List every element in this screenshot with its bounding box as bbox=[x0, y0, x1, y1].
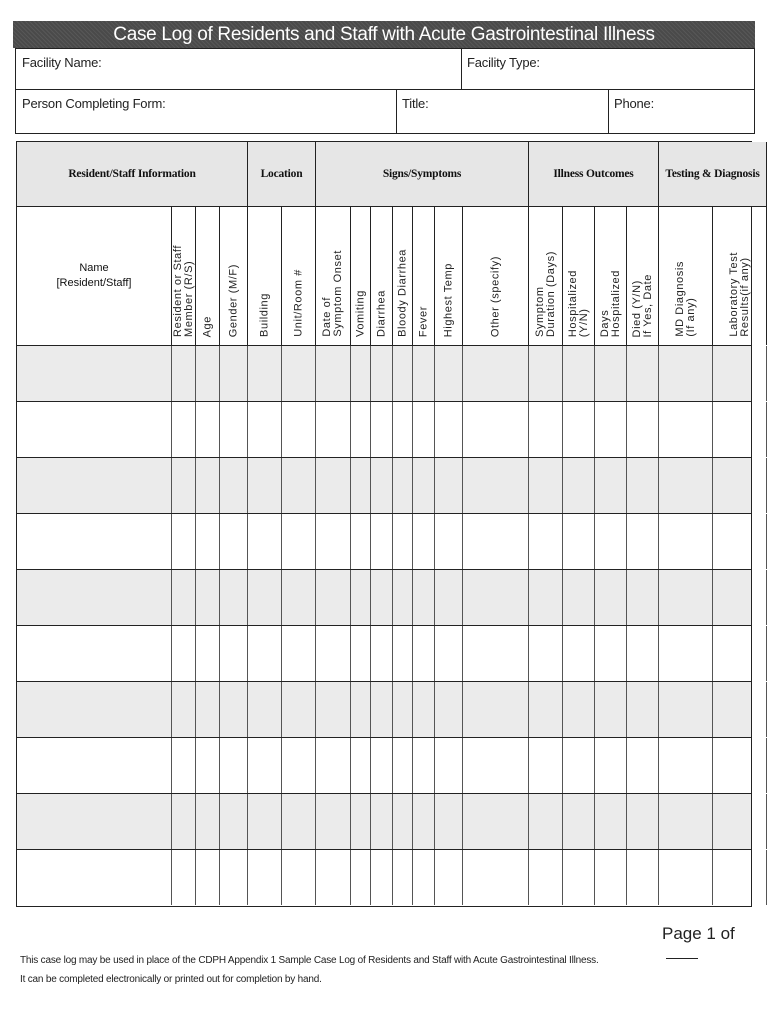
cell-md-diagnosis[interactable] bbox=[659, 402, 713, 457]
person-completing-field[interactable]: Person Completing Form: bbox=[22, 96, 166, 111]
cell-vomiting[interactable] bbox=[351, 458, 371, 513]
group-header-1: Location bbox=[248, 142, 316, 206]
cell-gender[interactable] bbox=[220, 626, 248, 681]
cell-gender[interactable] bbox=[220, 346, 248, 401]
cell-building[interactable] bbox=[248, 570, 282, 625]
cell-other-symptoms[interactable] bbox=[463, 402, 529, 457]
cell-symptom-duration[interactable] bbox=[529, 570, 563, 625]
column-header-highest-temp bbox=[435, 206, 463, 345]
table-row bbox=[17, 625, 751, 681]
cell-symptom-onset-date[interactable] bbox=[316, 850, 351, 905]
cell-hospitalized[interactable] bbox=[563, 738, 595, 793]
column-header-hospitalized bbox=[563, 206, 595, 345]
cell-days-hospitalized[interactable] bbox=[595, 794, 627, 849]
group-header-3: Illness Outcomes bbox=[529, 142, 659, 206]
cell-name[interactable] bbox=[17, 794, 172, 849]
column-header-age bbox=[196, 206, 220, 345]
cell-resident-or-staff[interactable] bbox=[172, 794, 196, 849]
cell-name[interactable] bbox=[17, 346, 172, 401]
cell-unit-room[interactable] bbox=[282, 850, 316, 905]
cell-bloody-diarrhea[interactable] bbox=[393, 850, 413, 905]
cell-symptom-onset-date[interactable] bbox=[316, 346, 351, 401]
cell-lab-results[interactable] bbox=[713, 850, 767, 905]
column-header-bloody-diarrhea bbox=[393, 206, 413, 345]
cell-building[interactable] bbox=[248, 738, 282, 793]
column-label: Resident or Staff Member (R/S) bbox=[172, 245, 195, 337]
title-divider bbox=[396, 89, 397, 133]
cell-days-hospitalized[interactable] bbox=[595, 850, 627, 905]
cell-md-diagnosis[interactable] bbox=[659, 738, 713, 793]
cell-other-symptoms[interactable] bbox=[463, 794, 529, 849]
cell-resident-or-staff[interactable] bbox=[172, 850, 196, 905]
cell-gender[interactable] bbox=[220, 514, 248, 569]
column-label: Gender (M/F) bbox=[227, 263, 239, 337]
column-header-gender bbox=[220, 206, 248, 345]
facility-divider bbox=[16, 89, 754, 90]
cell-vomiting[interactable] bbox=[351, 850, 371, 905]
cell-name[interactable] bbox=[17, 458, 172, 513]
cell-symptom-duration[interactable] bbox=[529, 738, 563, 793]
cell-building[interactable] bbox=[248, 626, 282, 681]
cell-unit-room[interactable] bbox=[282, 514, 316, 569]
group-header-4: Testing & Diagnosis bbox=[659, 142, 767, 206]
facility-type-divider bbox=[461, 49, 462, 89]
cell-symptom-onset-date[interactable] bbox=[316, 794, 351, 849]
column-label: Date of Symptom Onset bbox=[321, 250, 344, 337]
cell-name[interactable] bbox=[17, 570, 172, 625]
cell-hospitalized[interactable] bbox=[563, 794, 595, 849]
cell-died[interactable] bbox=[627, 402, 659, 457]
cell-fever[interactable] bbox=[413, 738, 435, 793]
cell-highest-temp[interactable] bbox=[435, 514, 463, 569]
cell-lab-results[interactable] bbox=[713, 682, 767, 737]
column-label: Hospitalized (Y/N) bbox=[566, 269, 590, 337]
cell-age[interactable] bbox=[196, 850, 220, 905]
column-label: Days Hospitalized bbox=[598, 269, 622, 337]
cell-highest-temp[interactable] bbox=[435, 402, 463, 457]
cell-hospitalized[interactable] bbox=[563, 514, 595, 569]
table-row bbox=[17, 569, 751, 625]
cell-died[interactable] bbox=[627, 458, 659, 513]
cell-lab-results[interactable] bbox=[713, 458, 767, 513]
cell-building[interactable] bbox=[248, 850, 282, 905]
cell-fever[interactable] bbox=[413, 346, 435, 401]
cell-md-diagnosis[interactable] bbox=[659, 346, 713, 401]
cell-fever[interactable] bbox=[413, 402, 435, 457]
column-label: Fever bbox=[417, 305, 429, 337]
table-row bbox=[17, 681, 751, 737]
cell-name[interactable] bbox=[17, 682, 172, 737]
cell-name[interactable] bbox=[17, 402, 172, 457]
cell-symptom-duration[interactable] bbox=[529, 346, 563, 401]
cell-bloody-diarrhea[interactable] bbox=[393, 738, 413, 793]
column-label: Highest Temp bbox=[442, 262, 454, 337]
cell-highest-temp[interactable] bbox=[435, 850, 463, 905]
cell-other-symptoms[interactable] bbox=[463, 346, 529, 401]
column-label: Vomiting bbox=[354, 290, 366, 337]
cell-resident-or-staff[interactable] bbox=[172, 682, 196, 737]
cell-highest-temp[interactable] bbox=[435, 682, 463, 737]
cell-died[interactable] bbox=[627, 626, 659, 681]
cell-gender[interactable] bbox=[220, 458, 248, 513]
cell-md-diagnosis[interactable] bbox=[659, 850, 713, 905]
cell-symptom-duration[interactable] bbox=[529, 402, 563, 457]
cell-other-symptoms[interactable] bbox=[463, 738, 529, 793]
cell-resident-or-staff[interactable] bbox=[172, 346, 196, 401]
cell-gender[interactable] bbox=[220, 738, 248, 793]
cell-vomiting[interactable] bbox=[351, 738, 371, 793]
column-header-symptom-duration bbox=[529, 206, 563, 345]
cell-highest-temp[interactable] bbox=[435, 458, 463, 513]
cell-name[interactable] bbox=[17, 738, 172, 793]
cell-md-diagnosis[interactable] bbox=[659, 682, 713, 737]
cell-highest-temp[interactable] bbox=[435, 570, 463, 625]
phone-divider bbox=[608, 89, 609, 133]
cell-symptom-duration[interactable] bbox=[529, 794, 563, 849]
cell-unit-room[interactable] bbox=[282, 682, 316, 737]
cell-unit-room[interactable] bbox=[282, 626, 316, 681]
column-header-symptom-onset-date bbox=[316, 206, 351, 345]
cell-age[interactable] bbox=[196, 794, 220, 849]
cell-diarrhea[interactable] bbox=[371, 738, 393, 793]
cell-vomiting[interactable] bbox=[351, 626, 371, 681]
cell-md-diagnosis[interactable] bbox=[659, 570, 713, 625]
cell-unit-room[interactable] bbox=[282, 570, 316, 625]
total-pages-blank[interactable] bbox=[666, 958, 698, 959]
cell-lab-results[interactable] bbox=[713, 626, 767, 681]
group-header-2: Signs/Symptoms bbox=[316, 142, 529, 206]
facility-name-field[interactable]: Facility Name: bbox=[22, 55, 102, 70]
phone-field[interactable]: Phone: bbox=[614, 96, 655, 111]
cell-age[interactable] bbox=[196, 682, 220, 737]
cell-age[interactable] bbox=[196, 402, 220, 457]
cell-lab-results[interactable] bbox=[713, 570, 767, 625]
cell-other-symptoms[interactable] bbox=[463, 626, 529, 681]
column-header-days-hospitalized bbox=[595, 206, 627, 345]
cell-other-symptoms[interactable] bbox=[463, 514, 529, 569]
table-row bbox=[17, 345, 751, 401]
cell-died[interactable] bbox=[627, 850, 659, 905]
cell-name[interactable] bbox=[17, 850, 172, 905]
cell-symptom-onset-date[interactable] bbox=[316, 402, 351, 457]
cell-gender[interactable] bbox=[220, 570, 248, 625]
cell-diarrhea[interactable] bbox=[371, 514, 393, 569]
cell-fever[interactable] bbox=[413, 626, 435, 681]
cell-diarrhea[interactable] bbox=[371, 570, 393, 625]
cell-highest-temp[interactable] bbox=[435, 346, 463, 401]
cell-highest-temp[interactable] bbox=[435, 738, 463, 793]
column-header-fever bbox=[413, 206, 435, 345]
cell-bloody-diarrhea[interactable] bbox=[393, 402, 413, 457]
table-row bbox=[17, 513, 751, 569]
cell-vomiting[interactable] bbox=[351, 570, 371, 625]
cell-fever[interactable] bbox=[413, 514, 435, 569]
cell-resident-or-staff[interactable] bbox=[172, 738, 196, 793]
cell-died[interactable] bbox=[627, 682, 659, 737]
page-indicator bbox=[662, 924, 770, 964]
cell-unit-room[interactable] bbox=[282, 458, 316, 513]
cell-days-hospitalized[interactable] bbox=[595, 458, 627, 513]
cell-fever[interactable] bbox=[413, 682, 435, 737]
cell-days-hospitalized[interactable] bbox=[595, 346, 627, 401]
column-label: Unit/Room # bbox=[292, 269, 304, 337]
cell-gender[interactable] bbox=[220, 794, 248, 849]
case-log-table bbox=[16, 141, 760, 907]
cell-vomiting[interactable] bbox=[351, 346, 371, 401]
cell-other-symptoms[interactable] bbox=[463, 682, 529, 737]
cell-diarrhea[interactable] bbox=[371, 626, 393, 681]
cell-vomiting[interactable] bbox=[351, 794, 371, 849]
form-title: Case Log of Residents and Staff with Acute Gastrointestinal Illness bbox=[13, 21, 755, 48]
column-label: Laboratory Test Results(if any) bbox=[727, 252, 751, 337]
cell-bloody-diarrhea[interactable] bbox=[393, 514, 413, 569]
cell-symptom-duration[interactable] bbox=[529, 514, 563, 569]
cell-bloody-diarrhea[interactable] bbox=[393, 570, 413, 625]
column-label: Died (Y/N) If Yes, Date bbox=[630, 273, 654, 337]
cell-fever[interactable] bbox=[413, 458, 435, 513]
column-label: MD Diagnosis (If any) bbox=[673, 261, 697, 337]
column-header-building bbox=[248, 206, 282, 345]
column-header-lab-results bbox=[713, 206, 767, 345]
table-row bbox=[17, 457, 751, 513]
column-label: Diarrhea bbox=[375, 290, 387, 337]
cell-resident-or-staff[interactable] bbox=[172, 570, 196, 625]
cell-age[interactable] bbox=[196, 514, 220, 569]
cell-age[interactable] bbox=[196, 626, 220, 681]
cell-highest-temp[interactable] bbox=[435, 794, 463, 849]
cell-lab-results[interactable] bbox=[713, 514, 767, 569]
cell-lab-results[interactable] bbox=[713, 402, 767, 457]
column-label: Other (specify) bbox=[489, 255, 501, 337]
title-field[interactable]: Title: bbox=[402, 96, 429, 111]
cell-md-diagnosis[interactable] bbox=[659, 626, 713, 681]
cell-died[interactable] bbox=[627, 514, 659, 569]
cell-bloody-diarrhea[interactable] bbox=[393, 346, 413, 401]
table-row bbox=[17, 401, 751, 457]
cell-fever[interactable] bbox=[413, 850, 435, 905]
cell-fever[interactable] bbox=[413, 570, 435, 625]
cell-resident-or-staff[interactable] bbox=[172, 626, 196, 681]
cell-building[interactable] bbox=[248, 346, 282, 401]
cell-symptom-onset-date[interactable] bbox=[316, 738, 351, 793]
cell-diarrhea[interactable] bbox=[371, 458, 393, 513]
cell-building[interactable] bbox=[248, 794, 282, 849]
table-row bbox=[17, 849, 751, 905]
cell-symptom-duration[interactable] bbox=[529, 626, 563, 681]
cell-vomiting[interactable] bbox=[351, 682, 371, 737]
cell-diarrhea[interactable] bbox=[371, 794, 393, 849]
cell-bloody-diarrhea[interactable] bbox=[393, 626, 413, 681]
cell-died[interactable] bbox=[627, 794, 659, 849]
cell-diarrhea[interactable] bbox=[371, 850, 393, 905]
column-label: Name [Resident/Staff] bbox=[56, 262, 132, 289]
cell-hospitalized[interactable] bbox=[563, 458, 595, 513]
facility-info-box bbox=[15, 48, 755, 134]
cell-md-diagnosis[interactable] bbox=[659, 458, 713, 513]
cell-unit-room[interactable] bbox=[282, 346, 316, 401]
column-header-diarrhea bbox=[371, 206, 393, 345]
cell-building[interactable] bbox=[248, 458, 282, 513]
cell-diarrhea[interactable] bbox=[371, 346, 393, 401]
cell-building[interactable] bbox=[248, 402, 282, 457]
column-header-died bbox=[627, 206, 659, 345]
cell-symptom-onset-date[interactable] bbox=[316, 570, 351, 625]
cell-unit-room[interactable] bbox=[282, 402, 316, 457]
cell-hospitalized[interactable] bbox=[563, 570, 595, 625]
footnote-line-2: It can be completed electronically or printed out for completion by hand. bbox=[20, 974, 322, 985]
group-header-0: Resident/Staff Information bbox=[17, 142, 248, 206]
cell-died[interactable] bbox=[627, 570, 659, 625]
cell-building[interactable] bbox=[248, 514, 282, 569]
facility-type-field[interactable]: Facility Type: bbox=[467, 55, 540, 70]
cell-days-hospitalized[interactable] bbox=[595, 570, 627, 625]
table-row bbox=[17, 737, 751, 793]
cell-hospitalized[interactable] bbox=[563, 682, 595, 737]
cell-symptom-onset-date[interactable] bbox=[316, 626, 351, 681]
cell-bloody-diarrhea[interactable] bbox=[393, 458, 413, 513]
cell-other-symptoms[interactable] bbox=[463, 850, 529, 905]
cell-vomiting[interactable] bbox=[351, 402, 371, 457]
cell-bloody-diarrhea[interactable] bbox=[393, 682, 413, 737]
cell-symptom-duration[interactable] bbox=[529, 458, 563, 513]
column-header-resident-or-staff bbox=[172, 206, 196, 345]
cell-hospitalized[interactable] bbox=[563, 850, 595, 905]
cell-gender[interactable] bbox=[220, 850, 248, 905]
footnote-line-1: This case log may be used in place of the CDPH Appendix 1 Sample Case Log of Residents and Staff with Acute Gastrointestinal Illness. bbox=[20, 955, 599, 966]
cell-resident-or-staff[interactable] bbox=[172, 514, 196, 569]
column-label: Age bbox=[201, 315, 213, 337]
cell-bloody-diarrhea[interactable] bbox=[393, 794, 413, 849]
cell-hospitalized[interactable] bbox=[563, 626, 595, 681]
page-label: Page 1 of bbox=[662, 924, 735, 943]
cell-days-hospitalized[interactable] bbox=[595, 682, 627, 737]
cell-lab-results[interactable] bbox=[713, 738, 767, 793]
cell-gender[interactable] bbox=[220, 682, 248, 737]
cell-age[interactable] bbox=[196, 458, 220, 513]
column-header-name bbox=[17, 206, 172, 345]
cell-name[interactable] bbox=[17, 514, 172, 569]
cell-fever[interactable] bbox=[413, 794, 435, 849]
table-row bbox=[17, 793, 751, 849]
cell-days-hospitalized[interactable] bbox=[595, 514, 627, 569]
cell-md-diagnosis[interactable] bbox=[659, 514, 713, 569]
cell-other-symptoms[interactable] bbox=[463, 570, 529, 625]
cell-symptom-duration[interactable] bbox=[529, 682, 563, 737]
cell-days-hospitalized[interactable] bbox=[595, 626, 627, 681]
column-label: Building bbox=[258, 293, 270, 337]
cell-age[interactable] bbox=[196, 346, 220, 401]
cell-lab-results[interactable] bbox=[713, 794, 767, 849]
cell-resident-or-staff[interactable] bbox=[172, 458, 196, 513]
cell-died[interactable] bbox=[627, 346, 659, 401]
cell-diarrhea[interactable] bbox=[371, 402, 393, 457]
cell-symptom-onset-date[interactable] bbox=[316, 458, 351, 513]
cell-resident-or-staff[interactable] bbox=[172, 402, 196, 457]
column-header-vomiting bbox=[351, 206, 371, 345]
cell-md-diagnosis[interactable] bbox=[659, 794, 713, 849]
cell-other-symptoms[interactable] bbox=[463, 458, 529, 513]
column-header-unit-room bbox=[282, 206, 316, 345]
cell-hospitalized[interactable] bbox=[563, 402, 595, 457]
column-header-md-diagnosis bbox=[659, 206, 713, 345]
column-header-other-symptoms bbox=[463, 206, 529, 345]
cell-died[interactable] bbox=[627, 738, 659, 793]
cell-lab-results[interactable] bbox=[713, 346, 767, 401]
cell-age[interactable] bbox=[196, 738, 220, 793]
cell-days-hospitalized[interactable] bbox=[595, 738, 627, 793]
cell-symptom-duration[interactable] bbox=[529, 850, 563, 905]
cell-building[interactable] bbox=[248, 682, 282, 737]
cell-highest-temp[interactable] bbox=[435, 626, 463, 681]
cell-days-hospitalized[interactable] bbox=[595, 402, 627, 457]
cell-symptom-onset-date[interactable] bbox=[316, 682, 351, 737]
cell-hospitalized[interactable] bbox=[563, 346, 595, 401]
cell-unit-room[interactable] bbox=[282, 738, 316, 793]
cell-unit-room[interactable] bbox=[282, 794, 316, 849]
cell-gender[interactable] bbox=[220, 402, 248, 457]
cell-vomiting[interactable] bbox=[351, 514, 371, 569]
cell-age[interactable] bbox=[196, 570, 220, 625]
cell-symptom-onset-date[interactable] bbox=[316, 514, 351, 569]
column-label: Bloody Diarrhea bbox=[396, 249, 408, 337]
cell-diarrhea[interactable] bbox=[371, 682, 393, 737]
cell-name[interactable] bbox=[17, 626, 172, 681]
column-label: Symptom Duration (Days) bbox=[533, 250, 557, 337]
